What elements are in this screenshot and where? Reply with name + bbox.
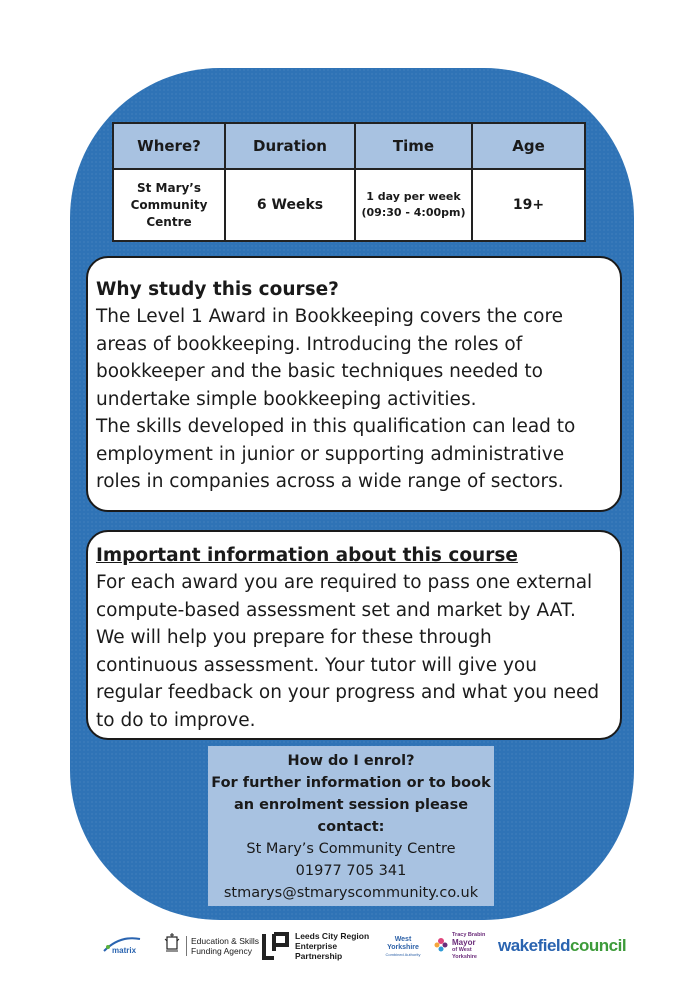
mayor-logo [433,932,498,961]
mayor-flower-icon [433,935,449,957]
contact-heading: How do I enrol? [287,753,415,769]
why-line: roles in companies across a wide range of sectors. [96,471,564,492]
lep-line: Partnership [295,951,343,961]
wy-line: Combined Authority [385,951,421,957]
why-line: areas of bookkeeping. Introducing the roles of [96,333,523,355]
wakefield-word: wakefield [498,936,571,955]
lep-text [295,931,383,961]
west-yorkshire-logo [383,936,433,957]
lep-logo [261,931,383,961]
header-age: Age [472,123,585,169]
contact-bold-line: an enrolment session please [233,797,469,813]
table-row [113,169,585,241]
wy-text [383,936,423,957]
where-line: St Mary’s [136,180,202,195]
efa-line: Funding Agency [191,946,252,956]
header-where: Where? [113,123,225,169]
matrix-logo [100,929,162,963]
important-line: to do to improve. [96,709,256,731]
important-line: regular feedback on your progress and what you need [96,682,600,703]
royal-crest-icon [162,931,182,961]
time-line: 1 day per week [366,190,461,203]
important-info-card [86,530,622,740]
course-info-table [112,122,586,242]
mayor-line: Mayor [452,937,476,947]
table-header-row [113,123,585,169]
wakefield-council-logo [498,936,626,956]
contact-name: St Mary’s Community Centre [246,841,456,857]
header-time: Time [355,123,472,169]
efa-text [186,936,261,956]
cell-time [355,169,472,241]
important-line: continuous assessment. Your tutor will give you [96,654,537,676]
cell-age: 19+ [472,169,585,241]
important-line: We will help you prepare for these through [96,627,492,648]
mayor-line: Tracy Brabin [452,931,486,938]
contact-bold-line: contact: [317,819,385,835]
important-line: For each award you are required to pass one external [96,572,593,593]
important-heading: Important information about this course [96,545,518,566]
wy-line: West [394,935,412,943]
council-word: council [570,936,627,955]
efa-logo [162,931,261,961]
contact-email[interactable]: stmarys@stmaryscommunity.co.uk [223,885,479,901]
lep-line: Leeds City Region [295,931,370,941]
cell-duration: 6 Weeks [225,169,355,241]
important-line: compute-based assessment set and market by AAT. [96,599,576,621]
mayor-line: of West Yorkshire [452,946,477,960]
wy-line: Yorkshire [387,943,419,951]
time-line: (09:30 - 4:00pm) [361,206,466,219]
why-line: undertake simple bookkeeping activities. [96,388,477,410]
efa-line: Education & Skills [191,936,260,946]
enrol-contact-box [208,746,494,906]
matrix-text: matrix [112,946,137,955]
why-line: bookkeeper and the basic techniques needed to [96,361,543,382]
why-line: employment in junior or supporting administrative [96,443,565,465]
wakefield-text [498,936,626,956]
mayor-text [452,932,498,961]
contact-bold-line: For further information or to book [211,775,491,791]
contact-phone: 01977 705 341 [295,863,407,879]
why-heading: Why study this course? [96,279,339,300]
where-line: Centre [146,214,192,229]
where-line: Community [130,197,208,212]
why-study-card [86,256,622,512]
why-line: The skills developed in this qualification can lead to [96,416,576,437]
lep-mark-icon [261,931,291,961]
matrix-swoosh-icon [100,929,158,963]
partner-logos [100,926,627,966]
lep-line: Enterprise [295,941,338,951]
header-duration: Duration [225,123,355,169]
why-line: The Level 1 Award in Bookkeeping covers the core [96,306,564,327]
cell-where [113,169,225,241]
